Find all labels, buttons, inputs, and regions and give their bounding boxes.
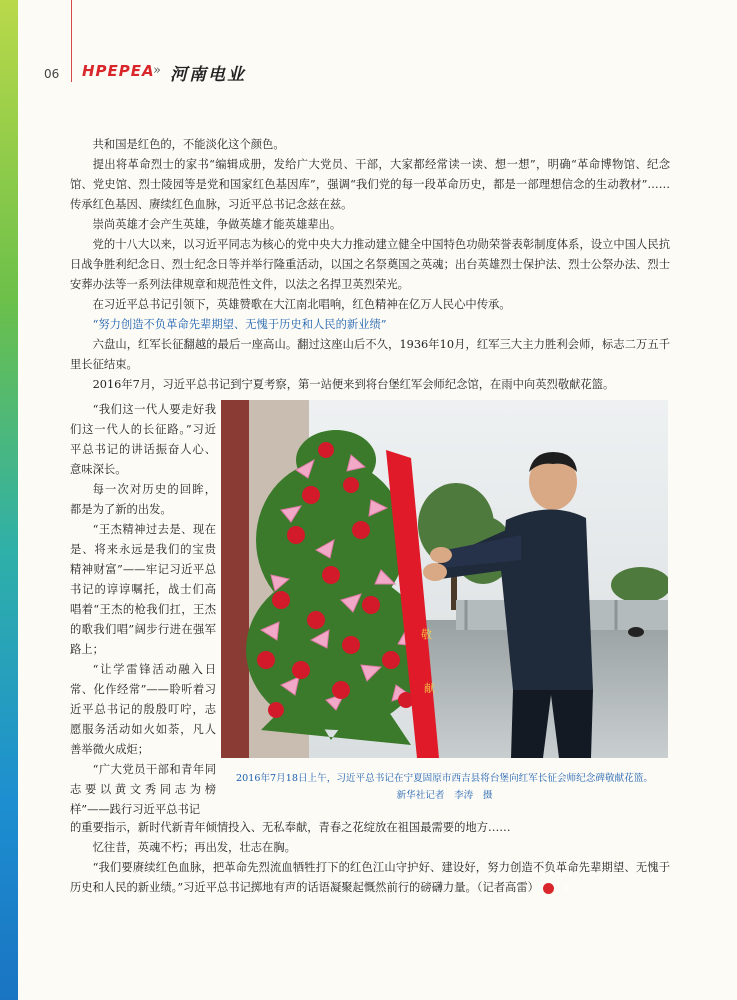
article-body-top bbox=[70, 135, 670, 395]
paragraph: “让学雷锋活动融入日常、化作经常”——聆听着习近平总书记的殷殷叮咛，志愿服务活动如火如荼，凡人善举微火成炬； bbox=[70, 663, 216, 756]
paragraph: 崇尚英雄才会产生英雄，争做英雄才能英雄辈出。 bbox=[92, 218, 342, 231]
paragraph: 忆往昔，英魂不朽；再出发，壮志在胸。 bbox=[92, 841, 296, 854]
article-body-bottom bbox=[70, 818, 670, 898]
photo-illustration bbox=[221, 400, 668, 758]
gradient-side-bar bbox=[0, 0, 18, 1000]
page-number: 06 bbox=[44, 67, 60, 81]
article-body-column bbox=[70, 400, 216, 820]
ribbon-character: 敬 bbox=[421, 628, 432, 641]
photo-credit: 新华社记者 李涛 摄 bbox=[396, 790, 493, 801]
paragraph: 在习近平总书记引领下，英雄赞歌在大江南北唱响，红色精神在亿万人民心中传承。 bbox=[92, 298, 511, 311]
paragraph: 提出将革命烈士的家书“编辑成册，发给广大党员、干部，大家都经常读一读、想一想”，明确“革命博物馆、纪念馆、党史馆、烈士陵园等是党和国家红色基因库”，强调“我们党的每一段革命历史，都是一部理想信念的生动教材”……传承红色基因、赓续红色血脉，习近平总书记念兹在兹。 bbox=[70, 158, 670, 211]
logo-separator: » bbox=[153, 63, 161, 78]
section-subheading: “努力创造不负革命先辈期望、无愧于历史和人民的新业绩” bbox=[92, 318, 387, 331]
news-photo bbox=[221, 400, 668, 758]
magazine-logo-en: HPEPEA bbox=[82, 62, 155, 80]
paragraph: 2016年7月，习近平总书记到宁夏考察，第一站便来到将台堡红军会师纪念馆，在雨中向英烈敬献花篮。 bbox=[92, 378, 615, 391]
paragraph: 共和国是红色的，不能淡化这个颜色。 bbox=[92, 138, 285, 151]
paragraph: “我们这一代人要走好我们这一代人的长征路。”习近平总书记的讲话振奋人心、意味深长。 bbox=[70, 403, 216, 476]
caption-text: 2016年7月18日上午，习近平总书记在宁夏固原市西吉县将台堡向红军长征会师纪念碑敬献花篮。 bbox=[236, 773, 653, 784]
article-end-icon: E bbox=[543, 883, 554, 894]
paragraph-text: “我们要赓续红色血脉，把革命先烈流血牺牲打下的红色江山守护好、建设好，努力创造不负革命先辈期望、无愧于历史和人民的新业绩。”习近平总书记掷地有声的话语凝聚起慨然前行的磅礴力量。（记者高雷） bbox=[70, 861, 670, 894]
photo-caption bbox=[221, 770, 668, 804]
paragraph: 每一次对历史的回眸，都是为了新的出发。 bbox=[70, 483, 216, 516]
ribbon-character: 献 bbox=[424, 682, 435, 695]
header-divider-line bbox=[71, 0, 72, 82]
paragraph: 的重要指示，新时代新青年倾情投入、无私奉献，青春之花绽放在祖国最需要的地方…… bbox=[70, 821, 511, 834]
paragraph: 六盘山，红军长征翻越的最后一座高山。翻过这座山后不久，1936年10月，红军三大主力胜利会师，标志二万五千里长征结束。 bbox=[70, 338, 670, 371]
paragraph: 党的十八大以来，以习近平同志为核心的党中央大力推动建立健全中国特色功勋荣誉表彰制度体系，设立中国人民抗日战争胜利纪念日、烈士纪念日等并举行隆重活动，以国之名祭奠国之英魂；出台英雄烈士保护法、烈士公祭办法、烈士安葬办法等一系列法律规章和规范性文件，以法之名捍卫英烈荣光。 bbox=[70, 238, 670, 291]
magazine-logo-cn: 河南电业 bbox=[170, 65, 246, 85]
paragraph: “王杰精神过去是、现在是、将来永远是我们的宝贵精神财富”——牢记习近平总书记的谆谆嘱托，战士们高唱着“王杰的枪我们扛，王杰的歌我们唱”阔步行进在强军路上； bbox=[70, 523, 216, 656]
paragraph bbox=[70, 858, 670, 898]
paragraph: “广大党员干部和青年同志要以黄文秀同志为榜样”——践行习近平总书记 bbox=[70, 763, 216, 816]
